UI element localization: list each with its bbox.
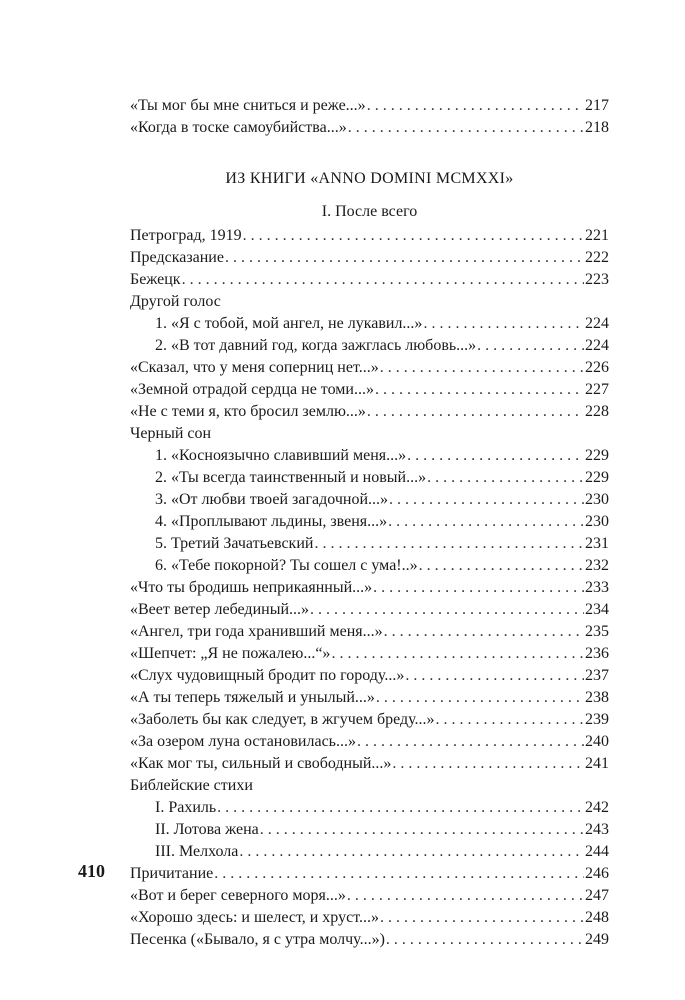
toc-leader-dots: [367, 95, 584, 117]
toc-entry-title: «Что ты бродишь неприкаянный...»: [130, 579, 373, 596]
toc-entry[interactable]: [130, 117, 609, 139]
toc-entry-page: 228: [585, 403, 609, 420]
toc-entry-page: 230: [585, 491, 609, 508]
toc-entry[interactable]: [130, 467, 609, 489]
toc-entry[interactable]: [130, 313, 609, 335]
toc-entry[interactable]: [130, 445, 609, 467]
toc-entry-page: 248: [585, 909, 609, 926]
toc-entry-page: 227: [585, 381, 609, 398]
toc-leader-dots: [314, 533, 584, 555]
toc-entry-title: 6. «Тебе покорной? Ты сошел с ума!..»: [155, 557, 418, 574]
toc-entry-page: 241: [585, 755, 609, 772]
toc-entry[interactable]: [130, 225, 609, 247]
toc-entry-title: «Веет ветер лебединый...»: [130, 601, 310, 618]
toc-entry-page: 229: [585, 469, 609, 486]
toc-entry-title: Черный сон: [130, 425, 212, 442]
section-heading: ИЗ КНИГИ «ANNO DOMINI MCMXXI»: [225, 170, 514, 187]
toc-entry[interactable]: [130, 643, 609, 665]
toc-leader-dots: [380, 357, 584, 379]
toc-entry[interactable]: [130, 929, 609, 951]
toc-leader-dots: [380, 907, 584, 929]
toc-group-heading: [130, 423, 609, 445]
toc-entry-page: 218: [585, 119, 609, 136]
toc-entry-title: «Шепчет: „Я не пожалею...“»: [130, 645, 331, 662]
toc-leader-dots: [419, 555, 584, 577]
toc-entry-page: 243: [585, 821, 609, 838]
toc-entry-page: 237: [585, 667, 609, 684]
toc-entry-page: 231: [585, 535, 609, 552]
toc-entry-page: 224: [585, 337, 609, 354]
toc-entry-page: 236: [585, 645, 609, 662]
toc-entry-page: 232: [585, 557, 609, 574]
toc-entries: [130, 225, 609, 951]
toc-leader-dots: [347, 885, 584, 907]
toc-leader-dots: [214, 863, 584, 885]
toc-leader-dots: [331, 643, 584, 665]
toc-entry[interactable]: [130, 907, 609, 929]
toc-entry[interactable]: [130, 555, 609, 577]
toc-entry[interactable]: [130, 841, 609, 863]
toc-leader-dots: [388, 511, 584, 533]
toc-entry[interactable]: [130, 709, 609, 731]
toc-entry-page: 235: [585, 623, 609, 640]
toc-leader-dots: [392, 753, 584, 775]
toc-entry[interactable]: [130, 269, 609, 291]
toc-leader-dots: [260, 819, 584, 841]
toc-leader-dots: [357, 731, 584, 753]
toc-leader-dots: [348, 117, 584, 139]
toc-leader-dots: [217, 797, 584, 819]
toc-entry-page: 247: [585, 887, 609, 904]
toc-entry-title: Петроград, 1919: [130, 227, 242, 244]
toc-entry-page: 238: [585, 689, 609, 706]
toc-entry-title: Другой голос: [130, 293, 221, 310]
toc-entry[interactable]: [130, 335, 609, 357]
toc-entry[interactable]: [130, 885, 609, 907]
toc-entry[interactable]: [130, 665, 609, 687]
toc-entry-title: 4. «Проплывают льдины, звеня...»: [155, 513, 388, 530]
toc-entry[interactable]: [130, 687, 609, 709]
toc-entry-page: 221: [585, 227, 609, 244]
toc-entry-page: 249: [585, 931, 609, 948]
toc-entry-page: 233: [585, 579, 609, 596]
toc-entry-title: «Земной отрадой сердца не томи...»: [130, 381, 374, 398]
toc-entry[interactable]: [130, 247, 609, 269]
toc-entry-title: I. Рахиль: [155, 799, 217, 816]
toc-entry-title: «А ты теперь тяжелый и унылый...»: [130, 689, 375, 706]
toc-leader-dots: [423, 313, 584, 335]
toc-leader-dots: [182, 269, 584, 291]
toc-entry-title: 3. «От любви твоей загадочной...»: [155, 491, 389, 508]
toc-group-heading: [130, 291, 609, 313]
toc-entry-title: 2. «Ты всегда таинственный и новый...»: [155, 469, 427, 486]
toc-entry[interactable]: [130, 863, 609, 885]
toc-leader-dots: [373, 577, 584, 599]
toc-entry-title: «За озером луна остановилась...»: [130, 733, 356, 750]
toc-entry[interactable]: [130, 819, 609, 841]
toc-leader-dots: [427, 467, 584, 489]
toc-leader-dots: [386, 929, 584, 951]
toc-entry-title: Предсказание: [130, 249, 224, 266]
toc-entry-title: «Как мог ты, сильный и свободный...»: [130, 755, 392, 772]
table-of-contents: [130, 95, 609, 951]
page-number: 410: [78, 861, 105, 881]
toc-entry-page: 223: [585, 271, 609, 288]
toc-leader-dots: [407, 445, 584, 467]
toc-leader-dots: [389, 489, 584, 511]
toc-entry[interactable]: [130, 797, 609, 819]
toc-entry[interactable]: [130, 511, 609, 533]
toc-leader-dots: [375, 379, 584, 401]
toc-leader-dots: [310, 599, 584, 621]
toc-entry-page: 224: [585, 315, 609, 332]
toc-entry[interactable]: [130, 731, 609, 753]
toc-entry-title: «Сказал, что у меня соперниц нет...»: [130, 359, 379, 376]
toc-entry[interactable]: [130, 753, 609, 775]
toc-leader-dots: [384, 621, 584, 643]
toc-entry[interactable]: [130, 379, 609, 401]
toc-entry-page: 244: [585, 843, 609, 860]
toc-entry-title: II. Лотова жена: [155, 821, 259, 838]
toc-entry-page: 222: [585, 249, 609, 266]
toc-entry-title: «Слух чудовищный бродит по городу...»: [130, 667, 405, 684]
toc-entry-title: 2. «В тот давний год, когда зажглась любовь...»: [155, 337, 477, 354]
subsection-heading: I. После всего: [321, 203, 418, 220]
toc-entry-title: «Не с теми я, кто бросил землю...»: [130, 403, 366, 420]
toc-leader-dots: [225, 247, 584, 269]
toc-leader-dots: [243, 225, 584, 247]
toc-entry-title: «Вот и берег северного моря...»: [130, 887, 346, 904]
toc-entry-title: III. Мелхола: [155, 843, 239, 860]
toc-entry-page: 230: [585, 513, 609, 530]
toc-leader-dots: [477, 335, 584, 357]
toc-entry-page: 234: [585, 601, 609, 618]
toc-entry-page: 229: [585, 447, 609, 464]
toc-entry-title: «Ангел, три года хранивший меня...»: [130, 623, 383, 640]
toc-entry-title: «Заболеть бы как следует, в жгучем бреду...»: [130, 711, 435, 728]
toc-entry-page: 239: [585, 711, 609, 728]
toc-entry-title: Причитание: [130, 865, 214, 882]
toc-entry-page: 246: [585, 865, 609, 882]
toc-entry[interactable]: [130, 357, 609, 379]
toc-entry-page: 217: [585, 97, 609, 114]
toc-entry-title: «Хорошо здесь: и шелест, и хруст...»: [130, 909, 379, 926]
toc-entry[interactable]: [130, 533, 609, 555]
toc-entry-title: 5. Третий Зачатьевский: [155, 535, 314, 552]
toc-entry[interactable]: [130, 401, 609, 423]
toc-entry-title: «Ты мог бы мне сниться и реже...»: [130, 97, 366, 114]
toc-entry[interactable]: [130, 95, 609, 117]
toc-leader-dots: [367, 401, 584, 423]
toc-leader-dots: [239, 841, 584, 863]
toc-entry-title: 1. «Я с тобой, мой ангел, не лукавил...»: [155, 315, 423, 332]
toc-group-heading: [130, 775, 609, 797]
toc-entry-title: Песенка («Бывало, я с утра молчу...»): [130, 931, 385, 948]
toc-entry-page: 240: [585, 733, 609, 750]
toc-entry-page: 242: [585, 799, 609, 816]
toc-entry-title: Библейские стихи: [130, 777, 253, 794]
toc-entry-title: «Когда в тоске самоубийства...»: [130, 119, 347, 136]
toc-entry-page: 226: [585, 359, 609, 376]
toc-entry[interactable]: [130, 489, 609, 511]
toc-entry-title: Бежецк: [130, 271, 181, 288]
toc-leader-dots: [405, 665, 584, 687]
toc-entry[interactable]: [130, 599, 609, 621]
toc-entry-title: 1. «Косноязычно славивший меня...»: [155, 447, 407, 464]
toc-entry[interactable]: [130, 577, 609, 599]
toc-leader-dots: [376, 687, 584, 709]
toc-leader-dots: [436, 709, 584, 731]
toc-entry[interactable]: [130, 621, 609, 643]
